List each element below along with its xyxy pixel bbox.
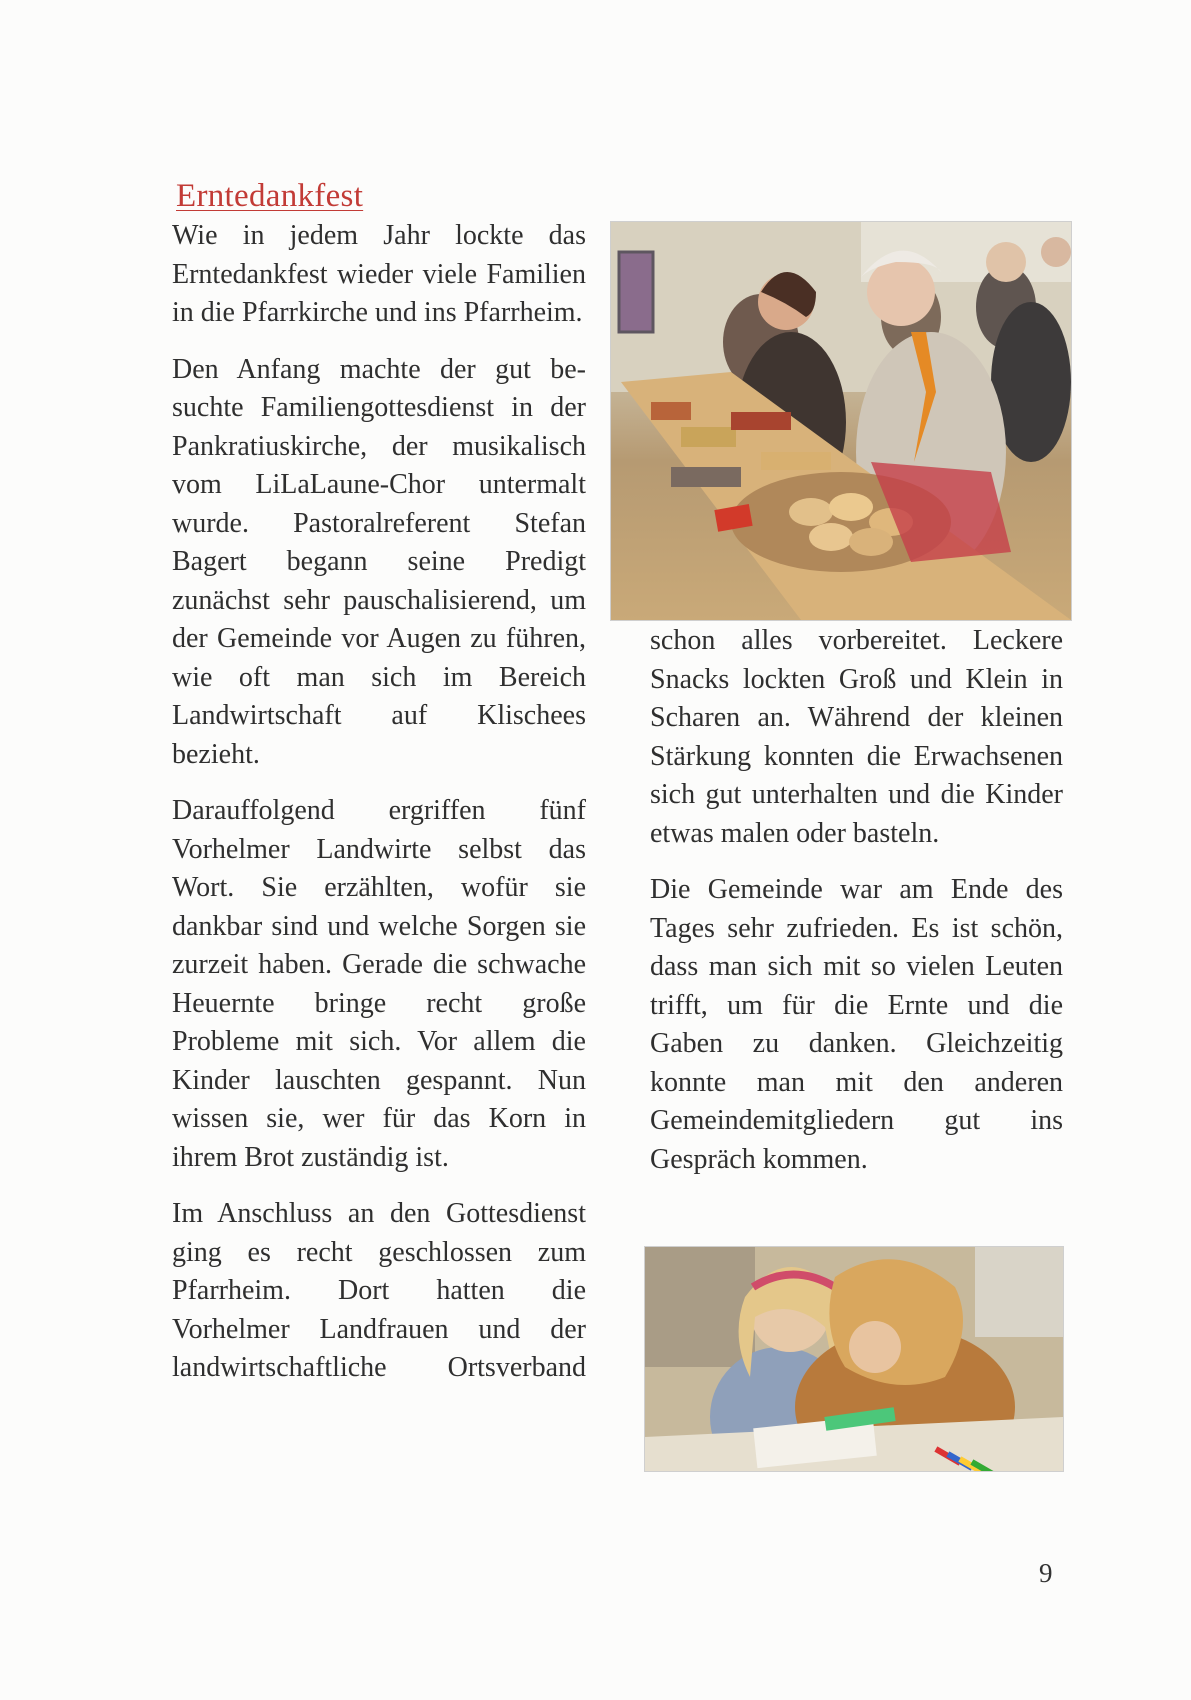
children-drawing-photo [644, 1246, 1064, 1472]
paragraph: schon alles vorbereitet. Leckere Snacks lockten Groß und Klein in Scharen an. Während der kleinen Stärkung konnten die Erwachsenen sich gut unterhalten und die Kinder etwas malen oder basteln. [650, 625, 1063, 849]
paragraph: Den Anfang machte der gut besuchte Familiengottesdienst in der Pankratiuskirche, der musikalisch vom LiLaLaune-Chor untermalt wurde. Pastoralreferent Stefan Bagert begann seine Predigt zunächst sehr pauschalisierend, um der Gemeinde vor Augen zu führen, wie oft man sich im Bereich Landwirtschaft auf Klischees bezieht. [172, 353, 586, 770]
right-column [650, 622, 1063, 1197]
page-number: 9 [1039, 1558, 1053, 1588]
paragraph: Wie in jedem Jahr lockte das Erntedankfest wieder viele Familien in die Pfarrkirche und ins Pfarrheim. [172, 220, 586, 328]
buffet-photo-illustration [611, 222, 1071, 620]
article-title: Erntedankfest [176, 178, 364, 214]
paragraph: Die Gemeinde war am Ende des Tages sehr zufrieden. Es ist schön, dass man sich mit so vielen Leuten trifft, um für die Ernte und die Gaben zu danken. Gleichzeitig konnte man mit den anderen Gemeindemitgliedern gut ins Gespräch kommen. [650, 874, 1063, 1175]
paragraph: Darauffolgend ergriffen fünf Vorhelmer Landwirte selbst das Wort. Sie erzählten, wofür sie dankbar sind und welche Sorgen sie zurzeit haben. Gerade die schwache Heuernte bringe recht große Probleme mit sich. Vor allem die Kinder lauschten gespannt. Nun wissen sie, wer für das Korn in ihrem Brot zuständig ist. [172, 795, 586, 1173]
left-column [172, 217, 586, 1388]
children-photo-illustration [645, 1247, 1063, 1471]
buffet-photo [610, 221, 1072, 621]
paragraph: Im Anschluss an den Gottesdienst ging es recht geschlossen zum Pfarrheim. Dort hatten die Vorhelmer Landfrauen und der landwirtschaftliche Ortsverband [172, 1198, 586, 1383]
